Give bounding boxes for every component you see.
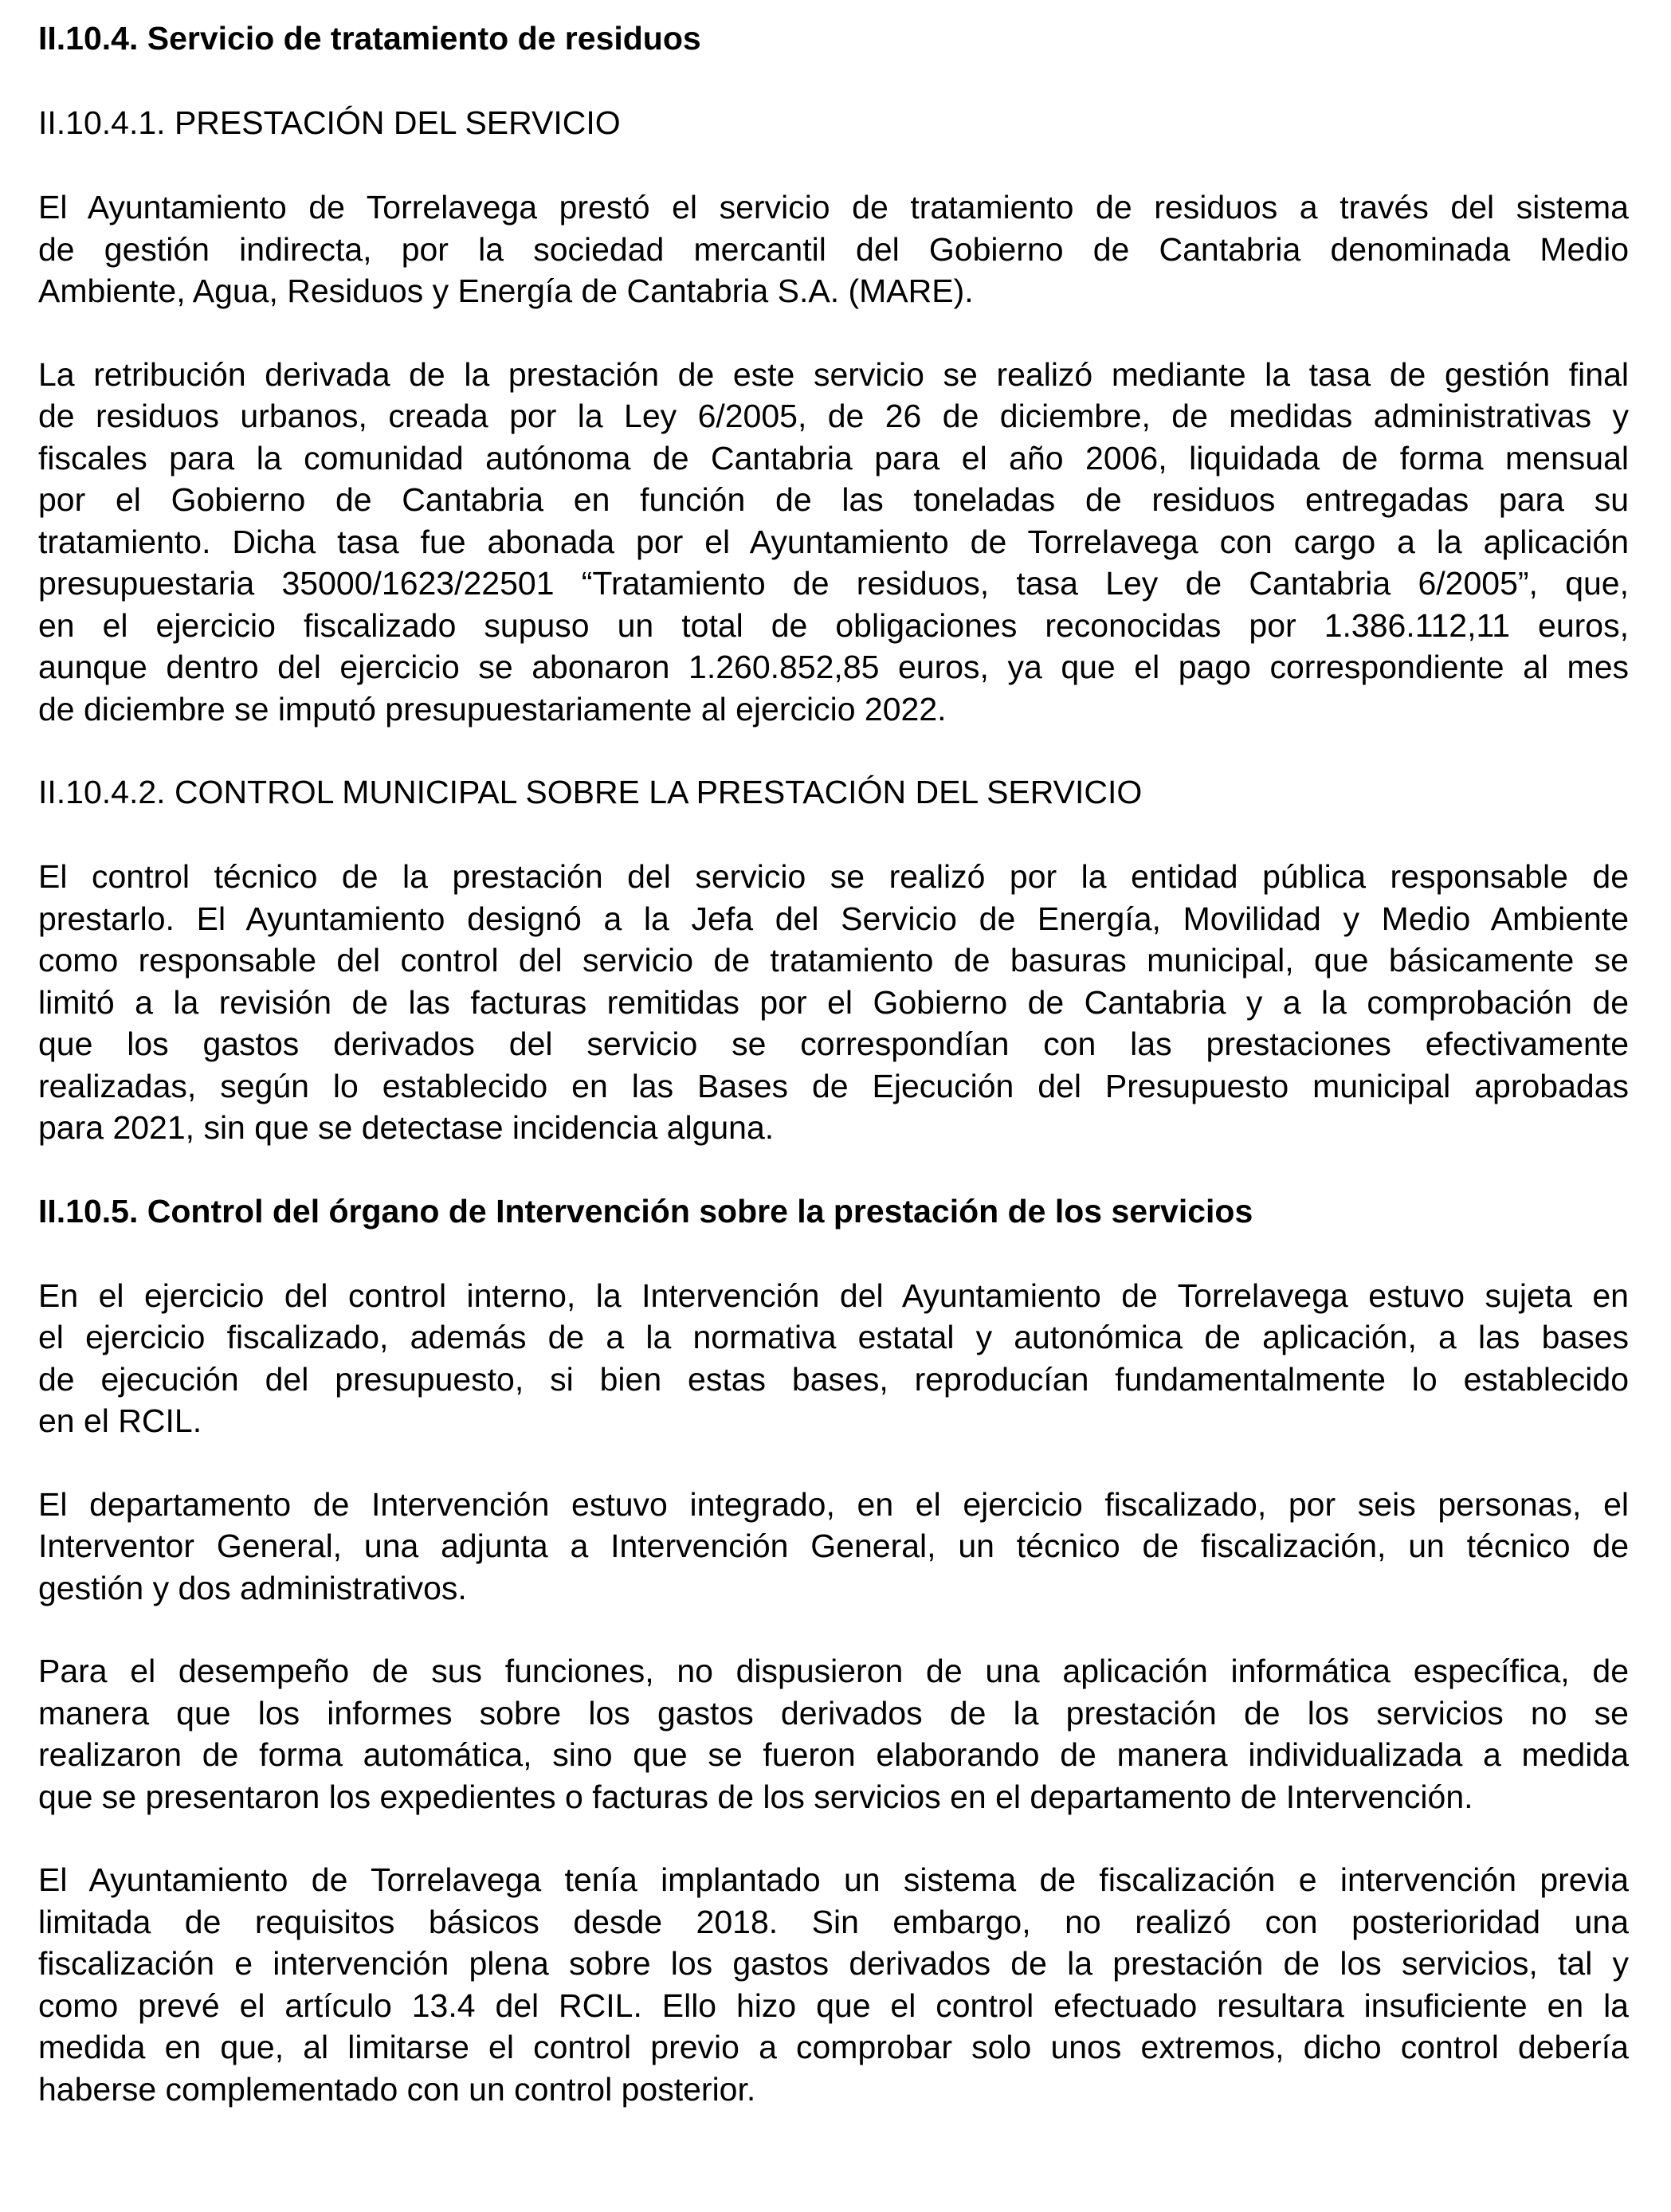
text-line: Interventor General, una adjunta a Intervención General, un técnico de fiscalización, un técnico de: [38, 1528, 1629, 1564]
paragraph-intervencion-4: [38, 1859, 1629, 2110]
text-line: prestarlo. El Ayuntamiento designó a la Jefa del Servicio de Energía, Movilidad y Medio Ambiente: [38, 900, 1629, 937]
paragraph-intervencion-3: [38, 1650, 1629, 1818]
section-heading-ii-10-5: II.10.5. Control del órgano de Intervención sobre la prestación de los servicios: [38, 1192, 1253, 1230]
text-line: como responsable del control del servicio de tratamiento de basuras municipal, que básicamente se: [38, 942, 1629, 979]
text-line: en el ejercicio fiscalizado supuso un total de obligaciones reconocidas por 1.386.112,11 euros,: [38, 606, 1629, 644]
text-line: por el Gobierno de Cantabria en función de las toneladas de residuos entregadas para su: [38, 481, 1629, 518]
section-heading-ii-10-4: II.10.4. Servicio de tratamiento de residuos: [38, 20, 701, 57]
text-line: Para el desempeño de sus funciones, no dispusieron de una aplicación informática específica, de: [38, 1653, 1629, 1689]
text-line: fiscalización e intervención plena sobre los gastos derivados de la prestación de los servicios, tal y: [38, 1945, 1629, 1982]
text-line: realizadas, según lo establecido en las Bases de Ejecución del Presupuesto municipal aprobadas: [38, 1067, 1629, 1104]
text-line: haberse complementado con un control posterior.: [38, 2070, 756, 2108]
document-page: [38, 18, 1629, 2110]
text-line: medida en que, al limitarse el control previo a comprobar solo unos extremos, dicho control debería: [38, 2029, 1629, 2065]
text-line: como prevé el artículo 13.4 del RCIL. Ello hizo que el control efectuado resultara insuficiente en la: [38, 1986, 1629, 2024]
text-line: fiscales para la comunidad autónoma de Cantabria para el año 2006, liquidada de forma mensual: [38, 439, 1629, 477]
text-line: de gestión indirecta, por la sociedad mercantil del Gobierno de Cantabria denominada Medio: [38, 230, 1629, 268]
text-line: de residuos urbanos, creada por la Ley 6/2005, de 26 de diciembre, de medidas administrativas y: [38, 398, 1629, 434]
text-line: gestión y dos administrativos.: [38, 1569, 467, 1606]
text-line: para 2021, sin que se detectase incidencia alguna.: [38, 1109, 775, 1146]
text-line: limitada de requisitos básicos desde 2018. Sin embargo, no realizó con posterioridad una: [38, 1903, 1629, 1940]
paragraph-intervencion-2: [38, 1484, 1629, 1610]
text-line: tratamiento. Dicha tasa fue abonada por el Ayuntamiento de Torrelavega con cargo a la aplicación: [38, 523, 1629, 560]
text-line: que se presentaron los expedientes o facturas de los servicios en el departamento de Intervención.: [38, 1778, 1473, 1815]
paragraph-control-municipal: [38, 856, 1629, 1149]
text-line: El Ayuntamiento de Torrelavega tenía implantado un sistema de fiscalización e intervención previa: [38, 1861, 1629, 1898]
paragraph-prestacion-1: [38, 186, 1629, 312]
text-line: que los gastos derivados del servicio se correspondían con las prestaciones efectivamente: [38, 1026, 1629, 1062]
text-line: limitó a la revisión de las facturas remitidas por el Gobierno de Cantabria y a la comprobación de: [38, 983, 1629, 1021]
text-line: el ejercicio fiscalizado, además de a la normativa estatal y autonómica de aplicación, a las bases: [38, 1319, 1629, 1355]
text-line: La retribución derivada de la prestación de este servicio se realizó mediante la tasa de gestión final: [38, 355, 1629, 393]
text-line: de ejecución del presupuesto, si bien estas bases, reproducían fundamentalmente lo establecido: [38, 1360, 1629, 1398]
paragraph-intervencion-1: [38, 1275, 1629, 1442]
text-line: El control técnico de la prestación del servicio se realizó por la entidad pública responsable de: [38, 858, 1629, 895]
text-line: realizaron de forma automática, sino que se fueron elaborando de manera individualizada a medida: [38, 1736, 1629, 1773]
text-line: de diciembre se imputó presupuestariamente al ejercicio 2022.: [38, 690, 947, 728]
text-line: En el ejercicio del control interno, la Intervención del Ayuntamiento de Torrelavega estuvo sujeta en: [38, 1277, 1629, 1314]
text-line: El Ayuntamiento de Torrelavega prestó el servicio de tratamiento de residuos a través del sistema: [38, 189, 1629, 226]
text-line: aunque dentro del ejercicio se abonaron 1.260.852,85 euros, ya que el pago correspondiente al mes: [38, 649, 1629, 685]
subsection-heading-ii-10-4-2: II.10.4.2. CONTROL MUNICIPAL SOBRE LA PRESTACIÓN DEL SERVICIO: [38, 774, 1143, 810]
text-line: Ambiente, Agua, Residuos y Energía de Cantabria S.A. (MARE).: [38, 273, 974, 309]
paragraph-prestacion-2: [38, 354, 1629, 731]
text-line: presupuestaria 35000/1623/22501 “Tratamiento de residuos, tasa Ley de Cantabria 6/2005”, que,: [38, 565, 1629, 602]
text-line: manera que los informes sobre los gastos derivados de la prestación de los servicios no se: [38, 1694, 1629, 1732]
text-line: El departamento de Intervención estuvo integrado, en el ejercicio fiscalizado, por seis personas, el: [38, 1485, 1629, 1523]
subsection-heading-ii-10-4-1: II.10.4.1. PRESTACIÓN DEL SERVICIO: [38, 104, 621, 141]
text-line: en el RCIL.: [38, 1402, 202, 1439]
